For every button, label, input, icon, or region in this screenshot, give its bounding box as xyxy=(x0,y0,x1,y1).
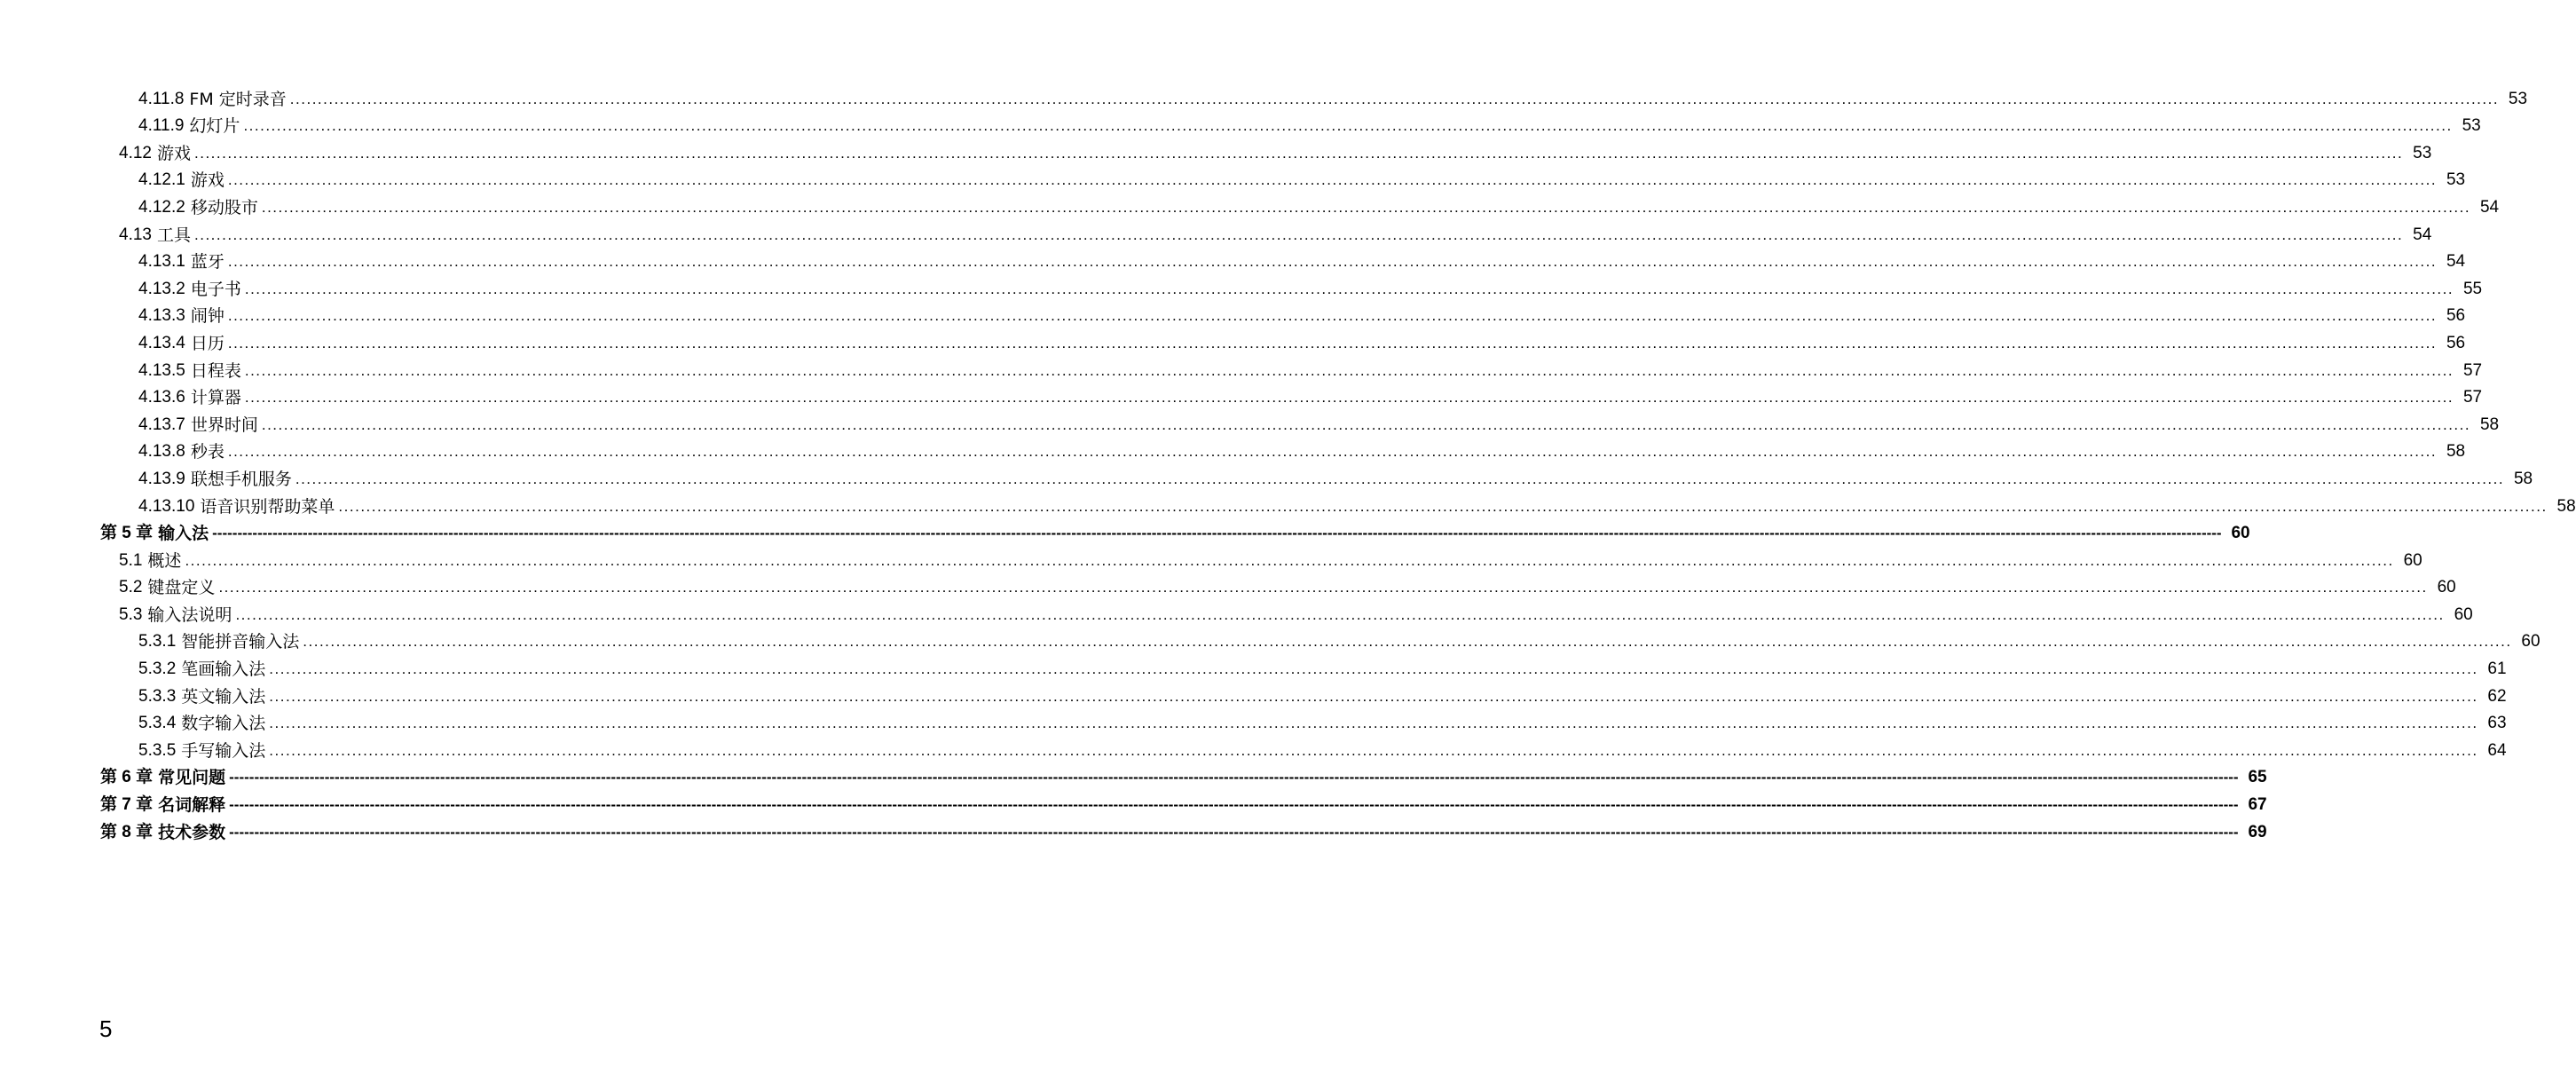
toc-entry-page: 67 xyxy=(2248,795,2267,815)
toc-entry[interactable] xyxy=(0,435,2466,462)
toc-entry-page: 60 xyxy=(2454,604,2473,624)
toc-entry-number: 4.13.8 xyxy=(138,442,185,462)
toc-entry-title: 移动股市 xyxy=(190,197,258,217)
toc-entry-title: 名词解释 xyxy=(158,795,226,816)
toc-entry-title: 秒表 xyxy=(190,442,225,462)
toc-entry[interactable] xyxy=(0,407,2500,435)
toc-entry[interactable] xyxy=(0,272,2483,299)
toc-entry-page: 58 xyxy=(2556,496,2576,516)
toc-entry[interactable] xyxy=(0,571,2456,598)
toc-entry-page: 53 xyxy=(2413,143,2432,162)
toc-entry[interactable] xyxy=(0,543,2422,571)
toc-entry-number: 4.13.10 xyxy=(138,496,195,516)
toc-leader: ---------------------------------------------------------------------------------------------------------------------------------------------------------------------------------------------------------------------------------------------------------------------------------------------------------------------------------------------------------------------------------------------------------------- xyxy=(229,769,2239,786)
toc-leader: ................................................................................................................................................................................................................................................................................................................................................................................................................ xyxy=(261,415,2471,433)
toc-entry-page: 54 xyxy=(2446,252,2466,272)
toc-entry-number: 5.3 xyxy=(119,604,143,624)
toc-entry[interactable] xyxy=(0,353,2483,381)
toc-entry-page: 69 xyxy=(2248,822,2267,841)
toc-leader: ................................................................................................................................................................................................................................................................................................................................................................................................................ xyxy=(227,307,2438,325)
toc-entry-title: 概述 xyxy=(147,550,182,571)
toc-entry-number: 4.13.2 xyxy=(138,279,185,298)
toc-entry-page: 60 xyxy=(2231,524,2250,543)
toc-entry-page: 54 xyxy=(2479,197,2500,217)
toc-entry-page: 63 xyxy=(2487,714,2507,733)
toc-entry-number: 4.13.7 xyxy=(138,415,185,434)
toc-leader: ---------------------------------------------------------------------------------------------------------------------------------------------------------------------------------------------------------------------------------------------------------------------------------------------------------------------------------------------------------------------------------------------------------------- xyxy=(229,823,2239,841)
toc-leader: ................................................................................................................................................................................................................................................................................................................................................................................................................ xyxy=(194,144,2404,162)
toc-entry[interactable] xyxy=(0,489,2576,517)
toc-entry-number: 4.11.9 xyxy=(138,116,185,136)
toc-entry[interactable] xyxy=(0,733,2507,761)
toc-entry-page: 53 xyxy=(2508,89,2528,108)
toc-entry-page: 60 xyxy=(2403,550,2422,570)
toc-entry-number: 4.13.5 xyxy=(138,360,185,380)
toc-entry-number: 5.3.2 xyxy=(138,660,177,679)
toc-entry[interactable] xyxy=(0,517,2250,544)
toc-entry-page: 58 xyxy=(2479,415,2500,434)
toc-leader: ................................................................................................................................................................................................................................................................................................................................................................................................................ xyxy=(244,389,2454,407)
toc-entry-number: 5.3.1 xyxy=(138,632,177,652)
toc-entry-page: 60 xyxy=(2521,632,2541,652)
toc-leader: ................................................................................................................................................................................................................................................................................................................................................................................................................ xyxy=(227,253,2438,271)
toc-leader: ................................................................................................................................................................................................................................................................................................................................................................................................................ xyxy=(269,687,2478,705)
toc-leader: ................................................................................................................................................................................................................................................................................................................................................................................................................ xyxy=(289,90,2500,107)
toc-entry-number: 4.12 xyxy=(119,143,152,162)
toc-entry-number: 4.12.2 xyxy=(138,197,185,217)
toc-entry-page: 53 xyxy=(2462,116,2481,136)
toc-entry-number: 5.1 xyxy=(119,550,143,570)
toc-entry-page: 62 xyxy=(2487,686,2507,706)
toc-entry-title: 世界时间 xyxy=(190,415,258,435)
toc-entry[interactable] xyxy=(0,326,2466,353)
toc-entry-page: 60 xyxy=(2437,578,2456,597)
toc-entry-number: 4.13.3 xyxy=(138,306,185,326)
toc-entry-title: 日历 xyxy=(190,333,225,353)
toc-leader: ................................................................................................................................................................................................................................................................................................................................................................................................................ xyxy=(194,225,2404,243)
toc-entry[interactable] xyxy=(0,597,2473,625)
toc-leader: ................................................................................................................................................................................................................................................................................................................................................................................................................ xyxy=(303,633,2512,651)
toc-entry-page: 56 xyxy=(2446,333,2466,352)
toc-leader: ................................................................................................................................................................................................................................................................................................................................................................................................................ xyxy=(235,605,2445,623)
toc-leader: ................................................................................................................................................................................................................................................................................................................................................................................................................ xyxy=(218,579,2428,596)
toc-entry[interactable] xyxy=(0,190,2500,217)
toc-entry[interactable] xyxy=(0,217,2432,245)
toc-entry-page: 57 xyxy=(2462,360,2483,380)
toc-entry-page: 54 xyxy=(2413,225,2432,244)
toc-leader: ................................................................................................................................................................................................................................................................................................................................................................................................................ xyxy=(244,280,2454,297)
toc-entry-title: 手写输入法 xyxy=(181,740,266,761)
toc-entry-title: 数字输入法 xyxy=(181,714,266,734)
toc-entry[interactable] xyxy=(0,462,2533,489)
toc-leader: ................................................................................................................................................................................................................................................................................................................................................................................................................ xyxy=(243,117,2453,135)
toc-entry-number: 4.12.1 xyxy=(138,170,185,190)
toc-entry-page: 56 xyxy=(2446,306,2466,326)
toc-entry-title: 输入法 xyxy=(158,524,209,544)
toc-entry-title: 电子书 xyxy=(190,279,241,299)
toc-entry-page: 61 xyxy=(2487,660,2507,679)
toc-entry[interactable] xyxy=(0,82,2528,109)
toc-entry-title: 键盘定义 xyxy=(147,578,216,598)
toc-entry-number: 5.3.3 xyxy=(138,686,177,706)
toc-entry-title: 游戏 xyxy=(156,143,191,163)
toc-entry-title: 联想手机服务 xyxy=(190,469,292,489)
toc-entry-title: 英文输入法 xyxy=(181,686,266,707)
toc-entry[interactable] xyxy=(0,679,2507,707)
toc-entry[interactable] xyxy=(0,299,2466,327)
toc-entry-title: 闹钟 xyxy=(190,306,225,327)
toc-leader: ................................................................................................................................................................................................................................................................................................................................................................................................................ xyxy=(185,551,2394,569)
toc-leader: ---------------------------------------------------------------------------------------------------------------------------------------------------------------------------------------------------------------------------------------------------------------------------------------------------------------------------------------------------------------------------------------------------------------- xyxy=(229,796,2239,814)
toc-entry-title: 智能拼音输入法 xyxy=(181,632,300,652)
toc-entry-title: 日程表 xyxy=(190,360,241,381)
toc-leader: ................................................................................................................................................................................................................................................................................................................................................................................................................ xyxy=(338,497,2548,515)
toc-entry[interactable] xyxy=(0,787,2267,816)
toc-entry-number: 第 7 章 xyxy=(100,795,154,815)
toc-entry-page: 53 xyxy=(2446,170,2466,190)
toc-entry[interactable] xyxy=(0,163,2466,191)
toc-entry[interactable] xyxy=(0,625,2541,652)
toc-entry-title: 幻灯片 xyxy=(189,116,240,137)
toc-leader: ................................................................................................................................................................................................................................................................................................................................................................................................................ xyxy=(295,470,2505,487)
toc-entry-title: 游戏 xyxy=(190,170,225,191)
toc-entry[interactable] xyxy=(0,652,2507,680)
toc-entry-title: 计算器 xyxy=(190,388,241,408)
toc-leader: ................................................................................................................................................................................................................................................................................................................................................................................................................ xyxy=(227,334,2438,351)
toc-leader: ................................................................................................................................................................................................................................................................................................................................................................................................................ xyxy=(261,198,2471,216)
toc-entry-page: 55 xyxy=(2462,279,2483,298)
toc-entry-page: 58 xyxy=(2513,469,2533,488)
toc-entry-number: 4.13 xyxy=(119,225,152,244)
toc-entry-number: 第 5 章 xyxy=(100,524,154,543)
toc-entry-number: 4.13.1 xyxy=(138,252,185,272)
table-of-contents xyxy=(0,82,2576,842)
toc-entry-title: 笔画输入法 xyxy=(181,660,266,680)
toc-entry[interactable] xyxy=(0,245,2466,272)
toc-entry-number: 第 6 章 xyxy=(100,768,154,787)
toc-entry[interactable] xyxy=(0,761,2267,788)
toc-entry-number: 4.11.8 xyxy=(138,89,185,108)
toc-entry-page: 65 xyxy=(2248,768,2267,787)
toc-entry-number: 4.13.9 xyxy=(138,469,185,488)
toc-entry-title: 语音识别帮助菜单 xyxy=(200,496,335,517)
toc-leader: ................................................................................................................................................................................................................................................................................................................................................................................................................ xyxy=(227,171,2438,189)
toc-entry-title: FM 定时录音 xyxy=(189,89,287,109)
toc-entry-number: 第 8 章 xyxy=(100,822,154,841)
toc-entry-number: 5.3.5 xyxy=(138,740,177,760)
toc-entry-number: 5.2 xyxy=(119,578,143,597)
toc-entry-number: 5.3.4 xyxy=(138,714,177,733)
toc-entry-title: 输入法说明 xyxy=(147,604,232,625)
toc-entry-page: 58 xyxy=(2446,442,2466,462)
toc-entry-number: 4.13.4 xyxy=(138,333,185,352)
toc-entry-title: 常见问题 xyxy=(158,768,226,788)
toc-entry-title: 蓝牙 xyxy=(190,252,225,272)
toc-entry[interactable] xyxy=(0,381,2483,408)
toc-entry-page: 57 xyxy=(2462,388,2483,407)
toc-leader: ................................................................................................................................................................................................................................................................................................................................................................................................................ xyxy=(244,361,2454,379)
toc-entry[interactable] xyxy=(0,815,2267,842)
toc-entry[interactable] xyxy=(0,136,2432,163)
toc-leader: ................................................................................................................................................................................................................................................................................................................................................................................................................ xyxy=(269,660,2478,678)
toc-entry-number: 4.13.6 xyxy=(138,388,185,407)
toc-entry[interactable] xyxy=(0,707,2507,734)
toc-leader: ................................................................................................................................................................................................................................................................................................................................................................................................................ xyxy=(227,443,2438,461)
toc-leader: ---------------------------------------------------------------------------------------------------------------------------------------------------------------------------------------------------------------------------------------------------------------------------------------------------------------------------------------------------------------------------------------------------------------- xyxy=(212,525,2222,542)
toc-entry-title: 技术参数 xyxy=(158,822,226,842)
toc-entry-page: 64 xyxy=(2487,740,2507,760)
toc-leader: ................................................................................................................................................................................................................................................................................................................................................................................................................ xyxy=(269,741,2478,759)
page-number: 5 xyxy=(99,1015,113,1042)
toc-leader: ................................................................................................................................................................................................................................................................................................................................................................................................................ xyxy=(269,715,2478,732)
toc-entry[interactable] xyxy=(0,109,2481,137)
toc-entry-title: 工具 xyxy=(156,225,191,245)
